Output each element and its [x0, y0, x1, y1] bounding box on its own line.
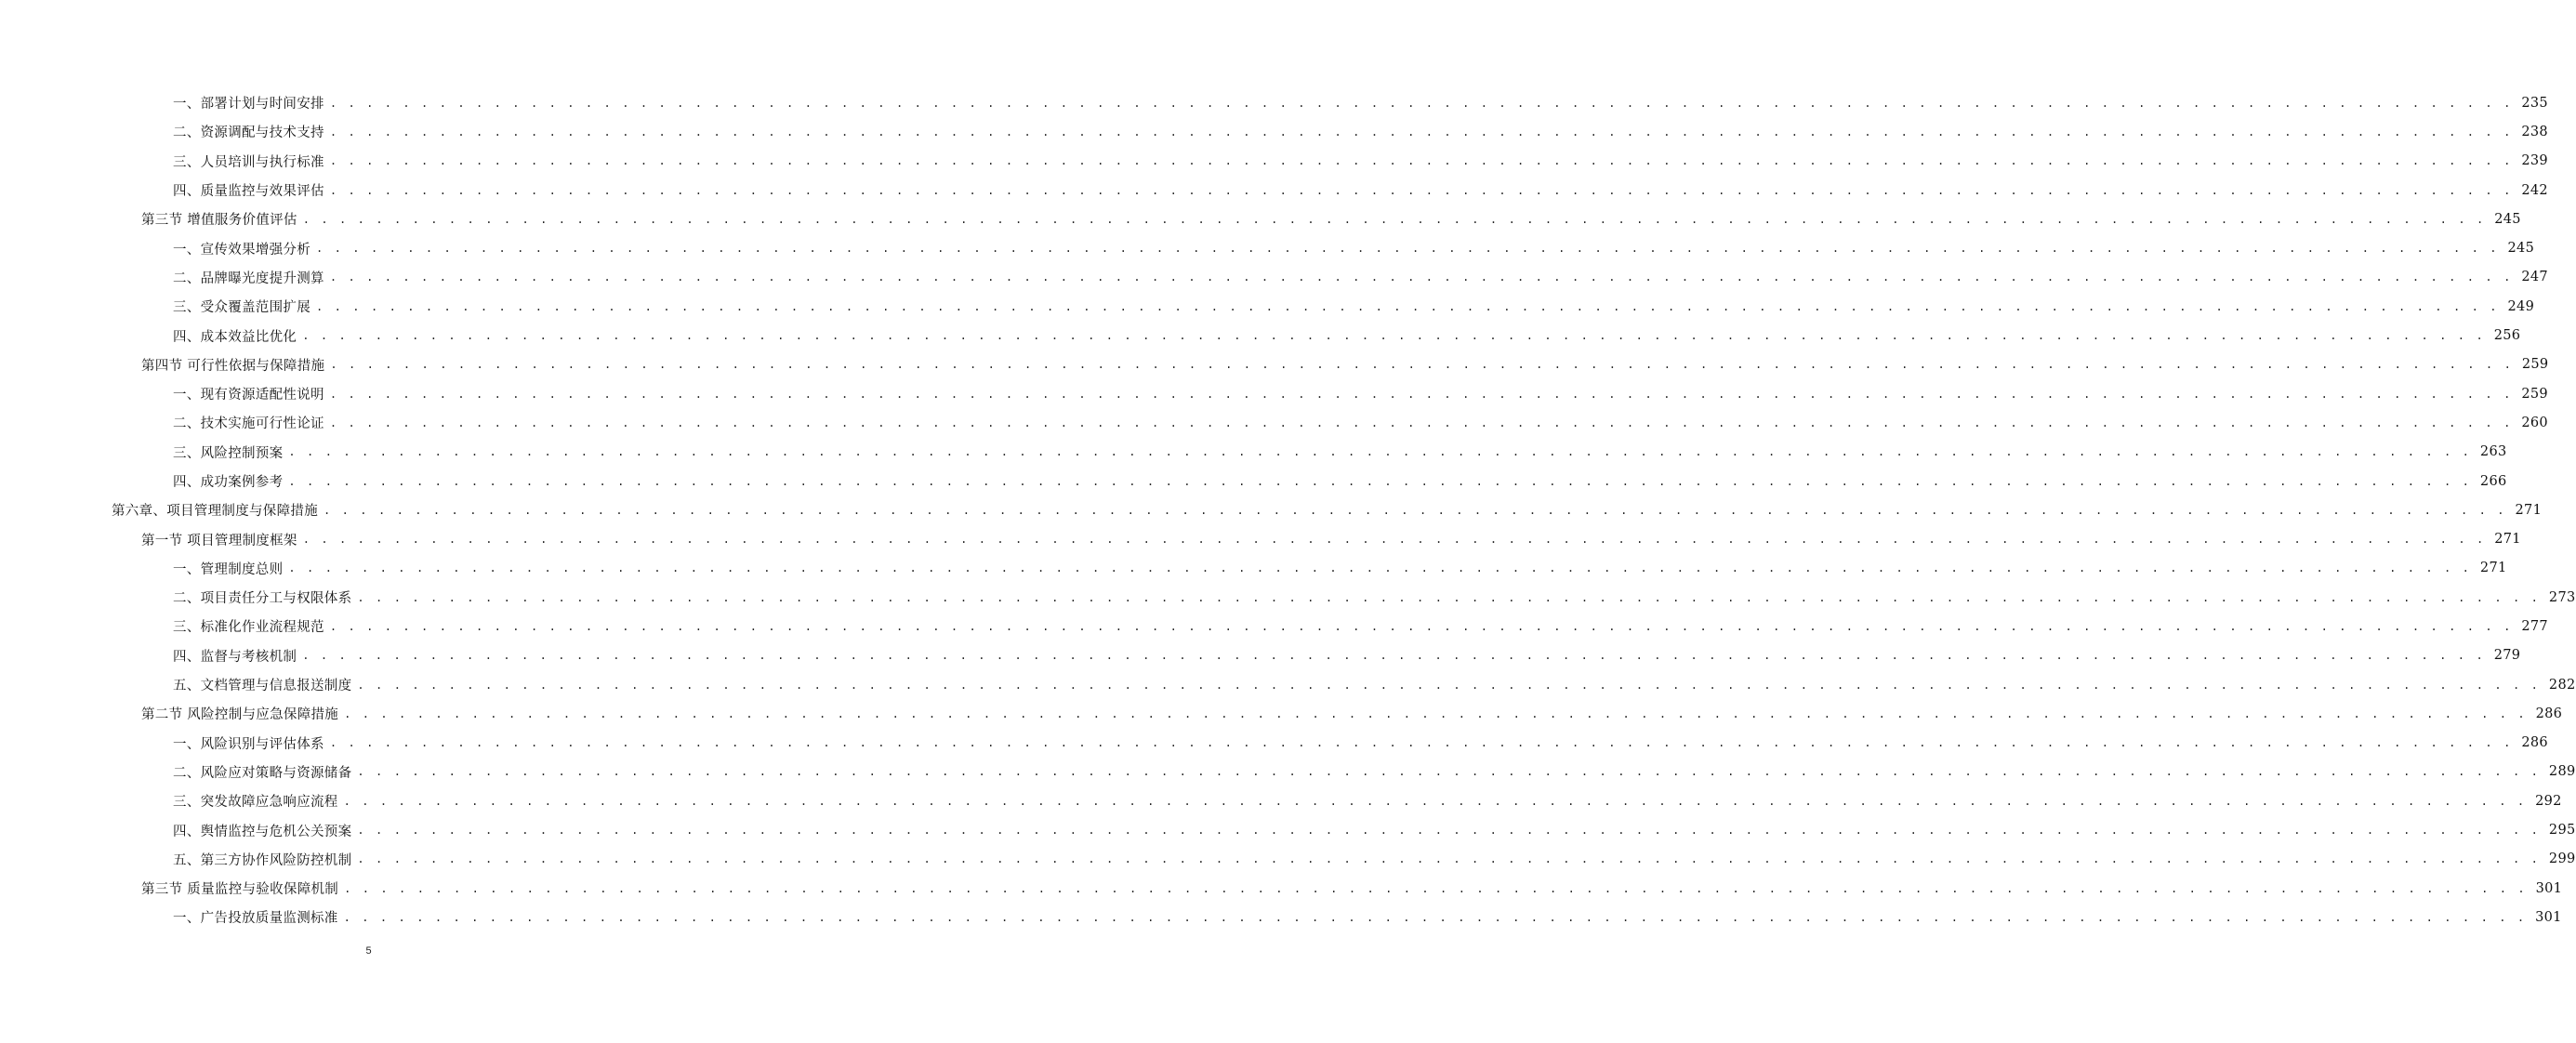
toc-entry: [0, 874, 2563, 903]
toc-entry: [0, 117, 2548, 146]
toc-entry: [0, 786, 2562, 815]
toc-entry: [0, 554, 2507, 583]
toc-entry-page: 286: [2535, 706, 2563, 721]
toc-entry-title: 第四节 可行性依据与保障措施: [141, 358, 325, 374]
toc-entry-title: 三、受众覆盖范围扩展: [173, 300, 310, 316]
toc-dot-leader: . . . . . . . . . . . . . . . . . . . . . . . . . . . . . . . . . . . . . . . . . . . . . . . . . . . . . . . . . . . . . . . . . . . . . . . . . . . . . . . . . . . . . . . . . . . . . . . . . . . . . . . . . . . . . . . . . . . . . . . .: [357, 852, 2541, 866]
toc-entry: [0, 641, 2521, 670]
toc-entry-page: 301: [2535, 909, 2562, 925]
toc-entry-title: 第三节 质量监控与验收保障机制: [141, 882, 339, 898]
toc-entry: [0, 845, 2576, 874]
toc-entry: [0, 612, 2548, 640]
toc-entry: [0, 583, 2576, 612]
toc-entry-page: 260: [2521, 415, 2548, 430]
toc-entry: [0, 438, 2507, 467]
toc-entry-page: 273: [2548, 589, 2576, 605]
toc-entry-page: 259: [2521, 357, 2549, 373]
toc-dot-leader: . . . . . . . . . . . . . . . . . . . . . . . . . . . . . . . . . . . . . . . . . . . . . . . . . . . . . . . . . . . . . . . . . . . . . . . . . . . . . . . . . . . . . . . . . . . . . . . . . . . . . . . . . . . . . . . . . . . . . . . .: [288, 561, 2472, 575]
toc-entry-page: 279: [2493, 648, 2521, 664]
toc-entry-page: 239: [2521, 153, 2548, 169]
toc-entry-page: 289: [2548, 764, 2576, 780]
toc-entry-page: 271: [2494, 532, 2521, 548]
toc-entry: [0, 292, 2535, 321]
toc-entry: [0, 321, 2521, 350]
toc-entry-page: 263: [2479, 444, 2507, 460]
toc-entry-title: 五、第三方协作风险防控机制: [173, 852, 352, 868]
toc-entry: [0, 815, 2576, 844]
toc-dot-leader: . . . . . . . . . . . . . . . . . . . . . . . . . . . . . . . . . . . . . . . . . . . . . . . . . . . . . . . . . . . . . . . . . . . . . . . . . . . . . . . . . . . . . . . . . . . . . . . . . . . . . . . . . . . . . . . . . . . . . . . .: [316, 242, 2500, 256]
toc-entry-page: 271: [2515, 502, 2543, 518]
toc-dot-leader: . . . . . . . . . . . . . . . . . . . . . . . . . . . . . . . . . . . . . . . . . . . . . . . . . . . . . . . . . . . . . . . . . . . . . . . . . . . . . . . . . . . . . . . . . . . . . . . . . . . . . . . . . . . . . . . . . . . . . . . .: [329, 736, 2513, 750]
toc-entry-page: 292: [2535, 793, 2562, 809]
toc-dot-leader: . . . . . . . . . . . . . . . . . . . . . . . . . . . . . . . . . . . . . . . . . . . . . . . . . . . . . . . . . . . . . . . . . . . . . . . . . . . . . . . . . . . . . . . . . . . . . . . . . . . . . . . . . . . . . . . . . . . . . . . .: [288, 474, 2472, 488]
toc-entry-title: 一、现有资源适配性说明: [173, 388, 324, 403]
toc-entry: [0, 670, 2576, 699]
toc-dot-leader: . . . . . . . . . . . . . . . . . . . . . . . . . . . . . . . . . . . . . . . . . . . . . . . . . . . . . . . . . . . . . . . . . . . . . . . . . . . . . . . . . . . . . . . . . . . . . . . . . . . . . . . . . . . . . . . . . . . . . . . .: [329, 183, 2513, 197]
toc-entry-title: 四、监督与考核机制: [173, 649, 297, 665]
toc-entry-title: 三、风险控制预案: [173, 445, 284, 461]
toc-entry: [0, 176, 2548, 205]
toc-entry-title: 三、突发故障应急响应流程: [173, 795, 338, 811]
toc-entry-title: 四、舆情监控与危机公关预案: [173, 824, 352, 839]
toc-entry-title: 二、资源调配与技术支持: [173, 125, 324, 141]
toc-entry: [0, 524, 2521, 553]
toc-entry-title: 三、标准化作业流程规范: [173, 620, 324, 636]
toc-entry-title: 五、文档管理与信息报送制度: [173, 679, 352, 694]
toc-dot-leader: . . . . . . . . . . . . . . . . . . . . . . . . . . . . . . . . . . . . . . . . . . . . . . . . . . . . . . . . . . . . . . . . . . . . . . . . . . . . . . . . . . . . . . . . . . . . . . . . . . . . . . . . . . . . . . . . . . . . . . . .: [329, 619, 2513, 633]
toc-entry-title: 第一节 项目管理制度框架: [141, 533, 297, 548]
toc-dot-leader: . . . . . . . . . . . . . . . . . . . . . . . . . . . . . . . . . . . . . . . . . . . . . . . . . . . . . . . . . . . . . . . . . . . . . . . . . . . . . . . . . . . . . . . . . . . . . . . . . . . . . . . . . . . . . . . . . . . . . . . .: [329, 387, 2513, 401]
toc-dot-leader: . . . . . . . . . . . . . . . . . . . . . . . . . . . . . . . . . . . . . . . . . . . . . . . . . . . . . . . . . . . . . . . . . . . . . . . . . . . . . . . . . . . . . . . . . . . . . . . . . . . . . . . . . . . . . . . . . . . . . . . .: [329, 271, 2513, 284]
toc-entry-page: 235: [2521, 95, 2548, 111]
toc-entry: [0, 147, 2548, 176]
toc-entry-title: 一、宣传效果增强分析: [173, 242, 310, 257]
toc-entry-page: 277: [2521, 618, 2548, 634]
toc-entry: [0, 729, 2548, 758]
toc-entry-page: 259: [2521, 386, 2548, 402]
toc-entry-page: 282: [2548, 677, 2576, 693]
toc-entry-title: 四、质量监控与效果评估: [173, 184, 324, 200]
toc-dot-leader: . . . . . . . . . . . . . . . . . . . . . . . . . . . . . . . . . . . . . . . . . . . . . . . . . . . . . . . . . . . . . . . . . . . . . . . . . . . . . . . . . . . . . . . . . . . . . . . . . . . . . . . . . . . . . . . . . . . . . . . .: [302, 649, 2486, 663]
toc-entry-title: 第六章、项目管理制度与保障措施: [112, 504, 318, 520]
toc-entry-page: 301: [2535, 880, 2563, 896]
toc-entry: [0, 903, 2562, 931]
table-of-contents: [0, 88, 2576, 932]
toc-dot-leader: . . . . . . . . . . . . . . . . . . . . . . . . . . . . . . . . . . . . . . . . . . . . . . . . . . . . . . . . . . . . . . . . . . . . . . . . . . . . . . . . . . . . . . . . . . . . . . . . . . . . . . . . . . . . . . . . . . . . . . . .: [343, 910, 2527, 924]
toc-entry-title: 三、人员培训与执行标准: [173, 154, 324, 170]
toc-entry: [0, 408, 2548, 437]
toc-dot-leader: . . . . . . . . . . . . . . . . . . . . . . . . . . . . . . . . . . . . . . . . . . . . . . . . . . . . . . . . . . . . . . . . . . . . . . . . . . . . . . . . . . . . . . . . . . . . . . . . . . . . . . . . . . . . . . . . . . . . . . . .: [302, 533, 2486, 547]
toc-entry: [0, 205, 2521, 233]
toc-dot-leader: . . . . . . . . . . . . . . . . . . . . . . . . . . . . . . . . . . . . . . . . . . . . . . . . . . . . . . . . . . . . . . . . . . . . . . . . . . . . . . . . . . . . . . . . . . . . . . . . . . . . . . . . . . . . . . . . . . . . . . . .: [344, 706, 2528, 720]
toc-entry-page: 256: [2493, 328, 2521, 344]
toc-entry: [0, 263, 2548, 292]
toc-entry-title: 二、技术实施可行性论证: [173, 416, 324, 432]
toc-dot-leader: . . . . . . . . . . . . . . . . . . . . . . . . . . . . . . . . . . . . . . . . . . . . . . . . . . . . . . . . . . . . . . . . . . . . . . . . . . . . . . . . . . . . . . . . . . . . . . . . . . . . . . . . . . . . . . . . . . . . . . . .: [324, 503, 2507, 517]
toc-entry-title: 第三节 增值服务价值评估: [141, 213, 297, 229]
toc-entry-title: 一、风险识别与评估体系: [173, 736, 324, 752]
toc-entry-page: 242: [2521, 182, 2548, 198]
toc-dot-leader: . . . . . . . . . . . . . . . . . . . . . . . . . . . . . . . . . . . . . . . . . . . . . . . . . . . . . . . . . . . . . . . . . . . . . . . . . . . . . . . . . . . . . . . . . . . . . . . . . . . . . . . . . . . . . . . . . . . . . . . .: [329, 154, 2513, 168]
toc-dot-leader: . . . . . . . . . . . . . . . . . . . . . . . . . . . . . . . . . . . . . . . . . . . . . . . . . . . . . . . . . . . . . . . . . . . . . . . . . . . . . . . . . . . . . . . . . . . . . . . . . . . . . . . . . . . . . . . . . . . . . . . .: [302, 329, 2486, 343]
toc-entry-page: 249: [2507, 298, 2535, 314]
toc-entry-title: 四、成本效益比优化: [173, 329, 297, 345]
toc-entry-title: 二、品牌曝光度提升测算: [173, 271, 324, 286]
toc-entry: [0, 758, 2576, 786]
toc-entry-title: 一、部署计划与时间安排: [173, 97, 324, 112]
toc-entry: [0, 699, 2563, 728]
toc-entry-page: 266: [2479, 473, 2507, 489]
toc-dot-leader: . . . . . . . . . . . . . . . . . . . . . . . . . . . . . . . . . . . . . . . . . . . . . . . . . . . . . . . . . . . . . . . . . . . . . . . . . . . . . . . . . . . . . . . . . . . . . . . . . . . . . . . . . . . . . . . . . . . . . . . .: [330, 358, 2514, 372]
toc-entry-page: 295: [2548, 823, 2576, 838]
toc-entry-title: 四、成功案例参考: [173, 475, 284, 490]
toc-entry-page: 238: [2521, 124, 2548, 139]
toc-entry: [0, 495, 2543, 524]
toc-dot-leader: . . . . . . . . . . . . . . . . . . . . . . . . . . . . . . . . . . . . . . . . . . . . . . . . . . . . . . . . . . . . . . . . . . . . . . . . . . . . . . . . . . . . . . . . . . . . . . . . . . . . . . . . . . . . . . . . . . . . . . . .: [288, 445, 2472, 459]
toc-entry: [0, 88, 2548, 117]
toc-dot-leader: . . . . . . . . . . . . . . . . . . . . . . . . . . . . . . . . . . . . . . . . . . . . . . . . . . . . . . . . . . . . . . . . . . . . . . . . . . . . . . . . . . . . . . . . . . . . . . . . . . . . . . . . . . . . . . . . . . . . . . . .: [344, 881, 2528, 895]
page-number: 5: [365, 945, 372, 957]
toc-dot-leader: . . . . . . . . . . . . . . . . . . . . . . . . . . . . . . . . . . . . . . . . . . . . . . . . . . . . . . . . . . . . . . . . . . . . . . . . . . . . . . . . . . . . . . . . . . . . . . . . . . . . . . . . . . . . . . . . . . . . . . . .: [357, 824, 2541, 838]
toc-entry-title: 第二节 风险控制与应急保障措施: [141, 707, 339, 723]
toc-entry-page: 271: [2479, 561, 2507, 576]
toc-dot-leader: . . . . . . . . . . . . . . . . . . . . . . . . . . . . . . . . . . . . . . . . . . . . . . . . . . . . . . . . . . . . . . . . . . . . . . . . . . . . . . . . . . . . . . . . . . . . . . . . . . . . . . . . . . . . . . . . . . . . . . . .: [302, 212, 2486, 226]
toc-dot-leader: . . . . . . . . . . . . . . . . . . . . . . . . . . . . . . . . . . . . . . . . . . . . . . . . . . . . . . . . . . . . . . . . . . . . . . . . . . . . . . . . . . . . . . . . . . . . . . . . . . . . . . . . . . . . . . . . . . . . . . . .: [357, 765, 2541, 779]
toc-dot-leader: . . . . . . . . . . . . . . . . . . . . . . . . . . . . . . . . . . . . . . . . . . . . . . . . . . . . . . . . . . . . . . . . . . . . . . . . . . . . . . . . . . . . . . . . . . . . . . . . . . . . . . . . . . . . . . . . . . . . . . . .: [357, 678, 2541, 692]
toc-dot-leader: . . . . . . . . . . . . . . . . . . . . . . . . . . . . . . . . . . . . . . . . . . . . . . . . . . . . . . . . . . . . . . . . . . . . . . . . . . . . . . . . . . . . . . . . . . . . . . . . . . . . . . . . . . . . . . . . . . . . . . . .: [329, 416, 2513, 429]
toc-entry-title: 二、风险应对策略与资源储备: [173, 765, 352, 781]
toc-entry-page: 247: [2521, 270, 2548, 285]
toc-dot-leader: . . . . . . . . . . . . . . . . . . . . . . . . . . . . . . . . . . . . . . . . . . . . . . . . . . . . . . . . . . . . . . . . . . . . . . . . . . . . . . . . . . . . . . . . . . . . . . . . . . . . . . . . . . . . . . . . . . . . . . . .: [357, 590, 2541, 604]
toc-dot-leader: . . . . . . . . . . . . . . . . . . . . . . . . . . . . . . . . . . . . . . . . . . . . . . . . . . . . . . . . . . . . . . . . . . . . . . . . . . . . . . . . . . . . . . . . . . . . . . . . . . . . . . . . . . . . . . . . . . . . . . . .: [343, 794, 2527, 808]
toc-entry: [0, 467, 2507, 495]
toc-entry: [0, 233, 2535, 262]
toc-dot-leader: . . . . . . . . . . . . . . . . . . . . . . . . . . . . . . . . . . . . . . . . . . . . . . . . . . . . . . . . . . . . . . . . . . . . . . . . . . . . . . . . . . . . . . . . . . . . . . . . . . . . . . . . . . . . . . . . . . . . . . . .: [329, 96, 2513, 110]
toc-dot-leader: . . . . . . . . . . . . . . . . . . . . . . . . . . . . . . . . . . . . . . . . . . . . . . . . . . . . . . . . . . . . . . . . . . . . . . . . . . . . . . . . . . . . . . . . . . . . . . . . . . . . . . . . . . . . . . . . . . . . . . . .: [316, 299, 2500, 313]
toc-dot-leader: . . . . . . . . . . . . . . . . . . . . . . . . . . . . . . . . . . . . . . . . . . . . . . . . . . . . . . . . . . . . . . . . . . . . . . . . . . . . . . . . . . . . . . . . . . . . . . . . . . . . . . . . . . . . . . . . . . . . . . . .: [329, 125, 2513, 139]
toc-entry: [0, 350, 2549, 379]
toc-entry-page: 299: [2548, 852, 2576, 867]
toc-entry-page: 286: [2521, 735, 2548, 751]
toc-entry-title: 二、项目责任分工与权限体系: [173, 591, 352, 607]
toc-entry-title: 一、管理制度总则: [173, 561, 284, 577]
toc-entry-page: 245: [2507, 241, 2535, 257]
toc-entry: [0, 379, 2548, 408]
toc-entry-page: 245: [2494, 211, 2521, 227]
toc-entry-title: 一、广告投放质量监测标准: [173, 911, 338, 927]
